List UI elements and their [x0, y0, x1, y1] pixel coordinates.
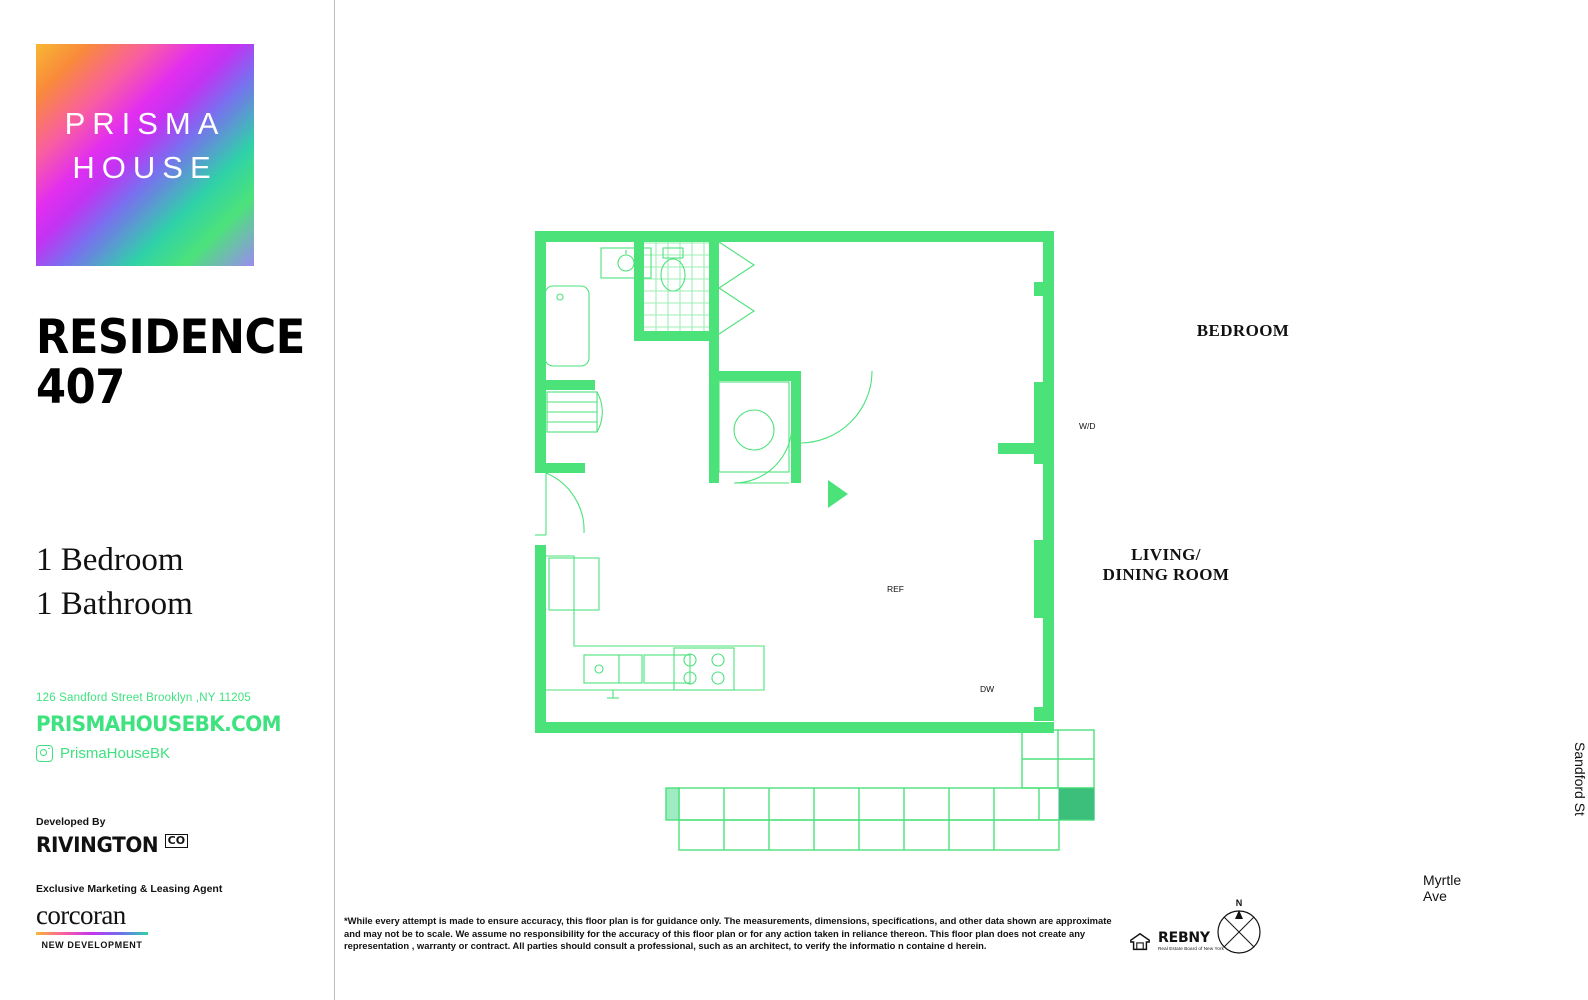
building-address: 126 Sandford Street Brooklyn ,NY 11205	[36, 692, 251, 704]
website-link[interactable]: PRISMAHOUSEBK.COM	[36, 712, 281, 736]
floorplan-area	[334, 0, 1588, 1000]
developed-by-label: Developed By	[36, 816, 106, 828]
street-label-sandford: Sandford St	[1572, 742, 1588, 816]
developer-logo	[36, 833, 188, 857]
residence-number: 407	[36, 360, 125, 415]
appliance-label-washer-dryer: W/D	[1079, 421, 1096, 431]
key-plan	[1014, 720, 1264, 860]
prisma-house-logo	[36, 44, 254, 266]
instagram-link[interactable]	[36, 745, 170, 762]
room-label-bedroom: BEDROOM	[1196, 321, 1290, 340]
logo-line-2: HOUSE	[72, 150, 218, 185]
disclaimer-text: *While every attempt is made to ensure accuracy, this floor plan is for guidance only. The measurements, dimensions, specifications, and other data shown are approximate and may not be to scale. We assume no responsibility for the accuracy of this floor plan or for any action taken in reliance thereon. This floor plan does not create any representation , warranty or contract. All parties should consult a professional, such as an architect, to verify the informatio n containe d herein.	[344, 915, 1112, 952]
instagram-handle: PrismaHouseBK	[60, 745, 171, 762]
compass-north-label: N	[1235, 898, 1243, 908]
rebny-subtitle: Real Estate Board of New York	[1158, 946, 1224, 951]
equal-housing-opportunity-icon	[1129, 931, 1151, 953]
developer-suffix: CO	[165, 834, 188, 848]
residence-word: RESIDENCE	[36, 310, 305, 365]
appliance-label-dishwasher: DW	[980, 684, 995, 694]
agent-division: NEW DEVELOPMENT	[41, 940, 143, 950]
page-title	[36, 310, 305, 415]
appliance-label-refrigerator: REF	[887, 584, 904, 594]
rebny-logo	[1158, 931, 1224, 951]
exclusive-agent-label: Exclusive Marketing & Leasing Agent	[36, 883, 223, 895]
bathroom-count: 1 Bathroom	[36, 586, 193, 622]
compass-rose	[1216, 898, 1262, 958]
room-label-living-dining	[1076, 545, 1256, 585]
interior-linework	[535, 242, 872, 698]
instagram-icon	[36, 745, 53, 762]
living-label-line1: LIVING/	[1131, 545, 1201, 564]
key-plan-highlighted-unit	[1059, 789, 1094, 819]
bedroom-count: 1 Bedroom	[36, 542, 184, 578]
corcoran-gradient-rule	[36, 932, 148, 935]
walls	[535, 231, 1054, 733]
living-label-line2: DINING ROOM	[1102, 565, 1230, 584]
info-sidebar	[0, 0, 334, 1000]
developer-name: RIVINGTON	[36, 833, 159, 857]
logo-text	[36, 102, 254, 190]
street-label-myrtle: Myrtle Ave	[1423, 872, 1462, 904]
agent-name: corcoran	[36, 900, 126, 930]
entry-arrow-icon	[828, 480, 848, 508]
unit-specs	[36, 538, 193, 626]
logo-line-1: PRISMA	[64, 106, 226, 141]
corcoran-logo	[36, 901, 148, 950]
rebny-name: REBNY	[1158, 930, 1210, 946]
